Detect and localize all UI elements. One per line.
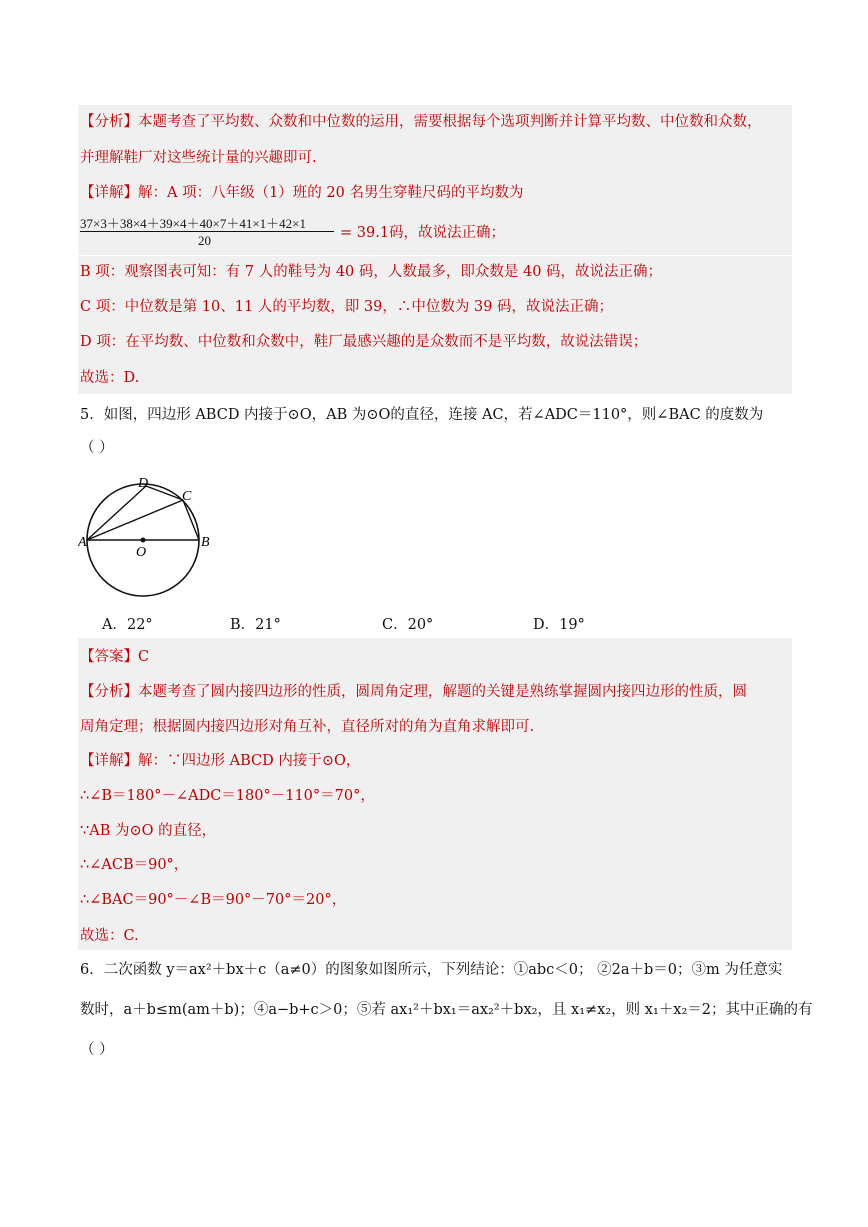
solution-step-4: ∴∠BAC＝90°－∠B＝90°－70°＝20°， [80, 892, 347, 908]
answer-text: 【答案】C [80, 649, 150, 665]
item-b-text: B 项：观察图表可知：有 7 人的鞋号为 40 码，人数最多，即众数是 40 码，故说法正确； [80, 264, 663, 280]
solution-step-3: ∴∠ACB＝90°， [80, 857, 189, 873]
center-point [141, 538, 146, 543]
q5-option-b: B．21° [230, 617, 281, 633]
label-d: D [138, 476, 149, 491]
circle-diagram [78, 475, 218, 605]
detail-text-3: 【详解】解：∵四边形 ABCD 内接于⊙O， [80, 753, 361, 769]
item-c-text: C 项：中位数是第 10、11 人的平均数，即 39，∴中位数为 39 码，故说法正确； [80, 299, 614, 315]
fraction-denominator: 20 [198, 233, 211, 248]
q5-option-d: D．19° [533, 617, 585, 633]
mean-fraction [80, 213, 340, 253]
label-b: B [201, 535, 210, 550]
analysis-text-1b: 并理解鞋厂对这些统计量的兴趣即可. [80, 150, 317, 166]
q6-text-line2: 数时，a＋b≤m(am＋b)；④a−b+c＞0；⑤若 ax₁²＋bx₁＝ax₂²＋bx₂，且 x₁≠x₂，则 x₁＋x₂＝2；其中正确的有 [80, 1002, 813, 1018]
solution-step-1: ∴∠B＝180°－∠ADC＝180°－110°＝70°， [80, 788, 375, 804]
q5-text-line1: 5．如图，四边形 ABCD 内接于⊙O，AB 为⊙O的直径，连接 AC，若∠ADC＝110°，则∠BAC 的度数为 [80, 407, 764, 423]
item-d-text: D 项：在平均数、中位数和众数中，鞋厂最感兴趣的是众数而不是平均数，故说法错误； [80, 334, 648, 350]
label-a: A [78, 535, 87, 550]
solution-step-2: ∵AB 为⊙O 的直径， [80, 823, 217, 839]
q5-option-a: A．22° [102, 617, 153, 633]
fraction-numerator: 37×3＋38×4＋39×4＋40×7＋41×1＋42×1 [80, 216, 306, 231]
analysis-text-1a: 【分析】本题考查了平均数、众数和中位数的运用，需要根据每个选项判断并计算平均数、中位数和众数， [80, 114, 762, 130]
q6-text-line1: 6．二次函数 y＝ax²＋bx＋c（a≠0）的图象如图所示，下列结论：①abc＜0； ②2a＋b＝0；③m 为任意实 [80, 962, 783, 978]
segment-ac [87, 500, 183, 540]
mean-result: = 39.1码，故说法正确； [340, 225, 506, 241]
analysis-text-3a: 【分析】本题考查了圆内接四边形的性质，圆周角定理，解题的关键是熟练掌握圆内接四边形的性质，圆 [80, 684, 747, 700]
label-c: C [182, 489, 192, 504]
choice-text-1: 故选：D. [80, 370, 140, 386]
segment-ad [87, 486, 146, 540]
q5-option-c: C．20° [382, 617, 434, 633]
label-o: O [136, 545, 147, 560]
q6-text-line3: （ ） [80, 1042, 114, 1058]
detail-text-1: 【详解】解：A 项：八年级（1）班的 20 名男生穿鞋尺码的平均数为 [80, 185, 524, 201]
q5-text-line2: （ ） [80, 440, 114, 456]
choice-text-3: 故选：C. [80, 928, 139, 944]
segment-cb [183, 500, 199, 540]
analysis-text-3b: 周角定理；根据圆内接四边形对角互补，直径所对的角为直角求解即可. [80, 719, 535, 735]
fraction-bar [80, 231, 334, 232]
